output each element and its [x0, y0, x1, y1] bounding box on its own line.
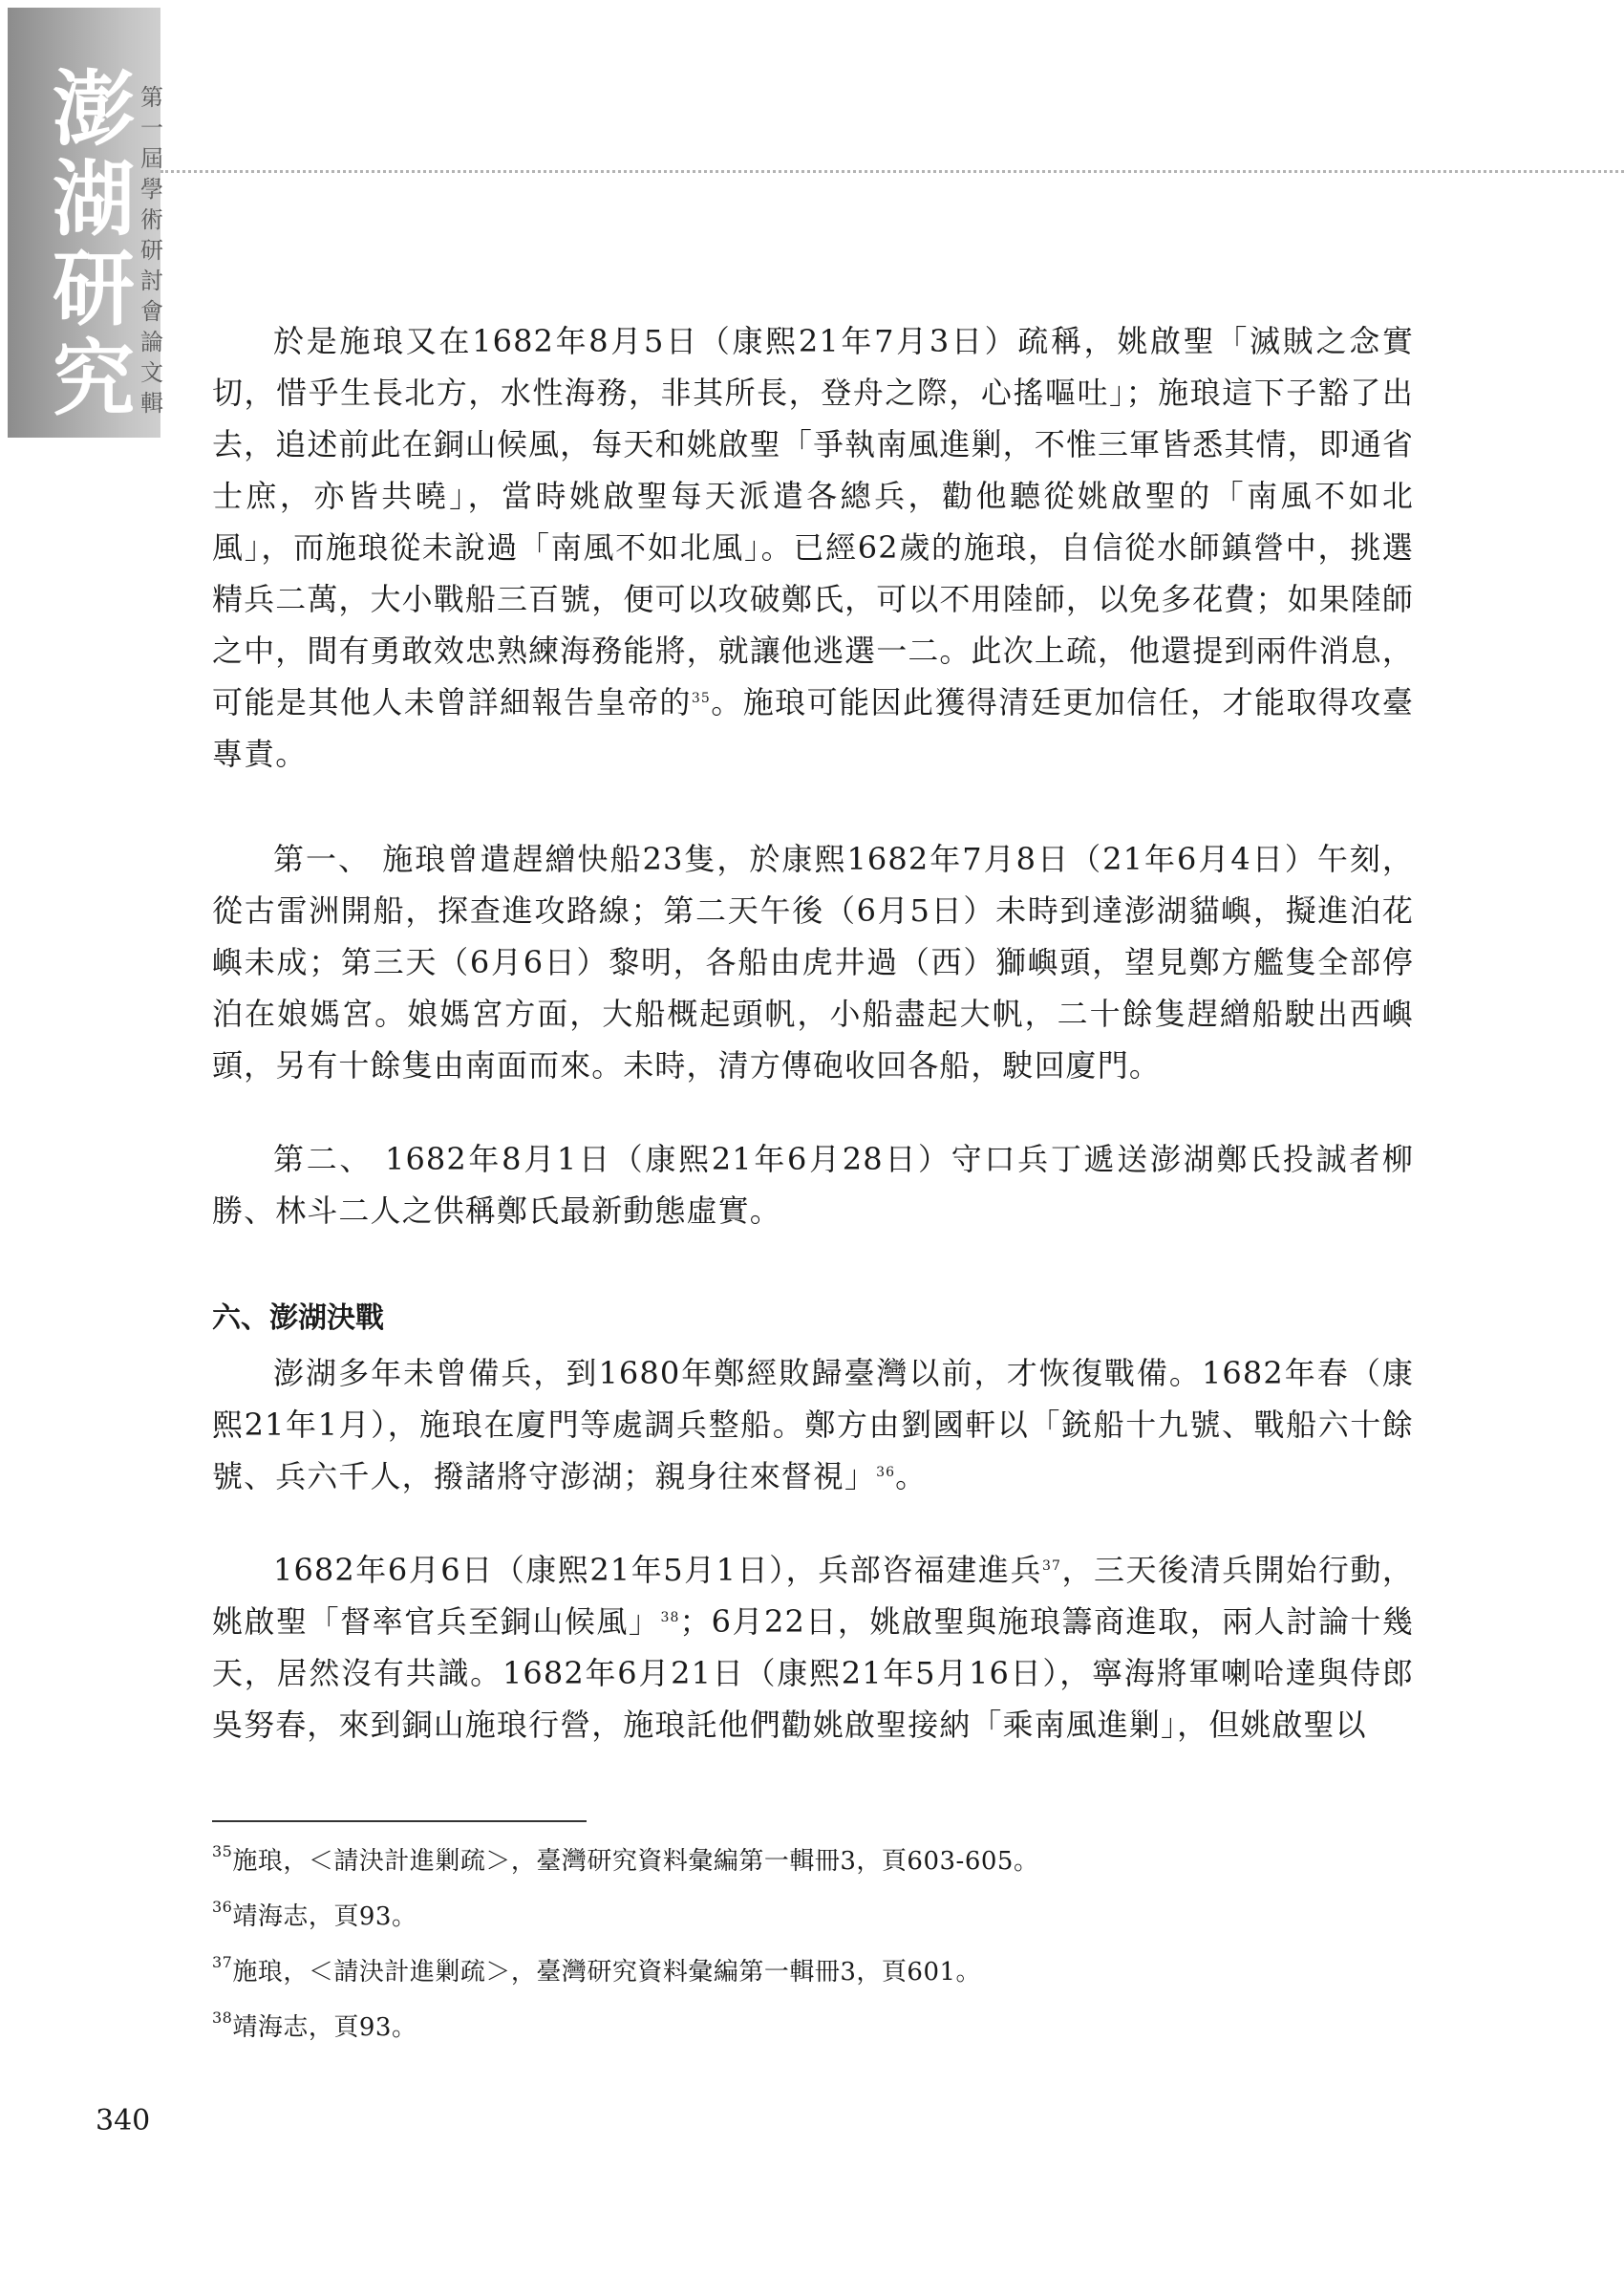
footnote-separator — [212, 1820, 587, 1822]
paragraph — [212, 1544, 1414, 1751]
journal-title — [51, 61, 137, 427]
journal-subtitle-char: 討 — [140, 268, 163, 294]
journal-subtitle-char: 文 — [140, 359, 163, 386]
footnote-ref: 36 — [876, 1465, 896, 1480]
section-heading: 六、澎湖決戰 — [212, 1301, 384, 1335]
footnote-text: 靖海志，頁93。 — [232, 1902, 417, 1931]
paragraph-text: 第一、 施琅曾遣趕繒快船23隻，於康熙1682年7月8日（21年6月4日）午刻，從古雷洲開船，探查進攻路線；第二天午後（6月5日）未時到達澎湖貓嶼，擬進泊花嶼未成；第三天（6月6日）黎明，各船由虎井過（西）獅嶼頭，望見鄭方艦隻全部停泊在娘媽宮。娘媽宮方面，大船概起頭帆，小船盡起大帆，二十餘隻趕繒船駛出西嶼頭，另有十餘隻由南面而來。未時，清方傳砲收回各船，駛回廈門。 — [212, 841, 1414, 1084]
journal-title-char: 研 — [53, 241, 135, 337]
footnote — [212, 1900, 417, 1934]
journal-subtitle-char: 論 — [140, 329, 163, 355]
journal-title-char: 究 — [53, 331, 135, 427]
footnote — [212, 2010, 417, 2045]
paragraph — [212, 315, 1414, 780]
footnote-number: 35 — [212, 1842, 233, 1860]
footnote-ref: 35 — [691, 691, 711, 706]
page-number: 340 — [96, 2104, 151, 2137]
paragraph-text: ，三天後清兵開始行動，姚啟聖「督率官兵至銅山候風」 — [212, 1552, 1414, 1640]
journal-title-char: 澎 — [53, 61, 135, 158]
footnote-text: 施琅，＜請決計進剿疏＞，臺灣研究資料彙編第一輯冊3，頁603-605。 — [232, 1847, 1039, 1876]
footnote-ref: 38 — [660, 1610, 680, 1625]
journal-subtitle-char: 一 — [140, 115, 163, 141]
paragraph — [212, 1347, 1414, 1502]
footnote-number: 37 — [212, 1953, 233, 1971]
footnote — [212, 1844, 1038, 1879]
paragraph — [212, 1133, 1414, 1236]
paragraph — [212, 833, 1414, 1091]
journal-subtitle — [138, 82, 166, 419]
paragraph-text: 於是施琅又在1682年8月5日（康熙21年7月3日）疏稱，姚啟聖「滅賊之念實切，惜乎生長北方，水性海務，非其所長，登舟之際，心搖嘔吐」；施琅這下子豁了出去，追述前此在銅山候風，每天和姚啟聖「爭執南風進剿，不惟三軍皆悉其情，即通省士庶，亦皆共曉」，當時姚啟聖每天派遣各總兵，勸他聽從姚啟聖的「南風不如北風」，而施琅從未說過「南風不如北風」。已經62歲的施琅，自信從水師鎮營中，挑選精兵二萬，大小戰船三百號，便可以攻破鄭氏，可以不用陸師，以免多花費；如果陸師之中，間有勇敢效忠熟練海務能將，就讓他逃選一二。此次上疏，他還提到兩件消息，可能是其他人未曾詳細報告皇帝的 — [212, 323, 1414, 720]
paragraph-text: 1682年6月6日（康熙21年5月1日），兵部咨福建進兵 — [273, 1552, 1043, 1588]
paragraph-text: 。 — [895, 1458, 928, 1494]
footnote-number: 36 — [212, 1898, 233, 1916]
footnote-ref: 37 — [1042, 1558, 1062, 1574]
paragraph-text: 第二、 1682年8月1日（康熙21年6月28日）守口兵丁遞送澎湖鄭氏投誠者柳勝、林斗二人之供稱鄭氏最新動態虛實。 — [212, 1141, 1414, 1229]
journal-subtitle-char: 屆 — [140, 145, 163, 172]
journal-subtitle-char: 術 — [140, 206, 163, 233]
journal-subtitle-char: 研 — [140, 237, 163, 264]
journal-subtitle-char: 學 — [140, 176, 163, 203]
footnote — [212, 1955, 981, 1989]
journal-subtitle-char: 第 — [140, 84, 163, 111]
footnote-number: 38 — [212, 2008, 233, 2027]
journal-subtitle-char: 輯 — [140, 390, 163, 417]
footnote-text: 施琅，＜請決計進剿疏＞，臺灣研究資料彙編第一輯冊3，頁601。 — [232, 1958, 982, 1987]
sidebar-banner — [8, 8, 163, 438]
paragraph-text: 。施琅可能因此獲得清廷更加信任，才能取得攻臺專責。 — [212, 684, 1414, 772]
journal-subtitle-char: 會 — [140, 298, 163, 325]
paragraph-text: 澎湖多年未曾備兵，到1680年鄭經敗歸臺灣以前，才恢復戰備。1682年春（康熙21年1月），施琅在廈門等處調兵整船。鄭方由劉國軒以「銃船十九號、戰船六十餘號、兵六千人，撥諸將守澎湖；親身往來督視」 — [212, 1355, 1414, 1494]
journal-title-char: 湖 — [53, 151, 135, 247]
footnote-text: 靖海志，頁93。 — [232, 2013, 417, 2042]
paragraph-text: ；6月22日，姚啟聖與施琅籌商進取，兩人討論十幾天，居然沒有共識。1682年6月21日（康熙21年5月16日），寧海將軍喇哈達與侍郎吳努春，來到銅山施琅行營，施琅託他們勸姚啟聖接納「乘南風進剿」，但姚啟聖以 — [212, 1603, 1415, 1743]
header-dotted-rule — [160, 170, 1624, 173]
